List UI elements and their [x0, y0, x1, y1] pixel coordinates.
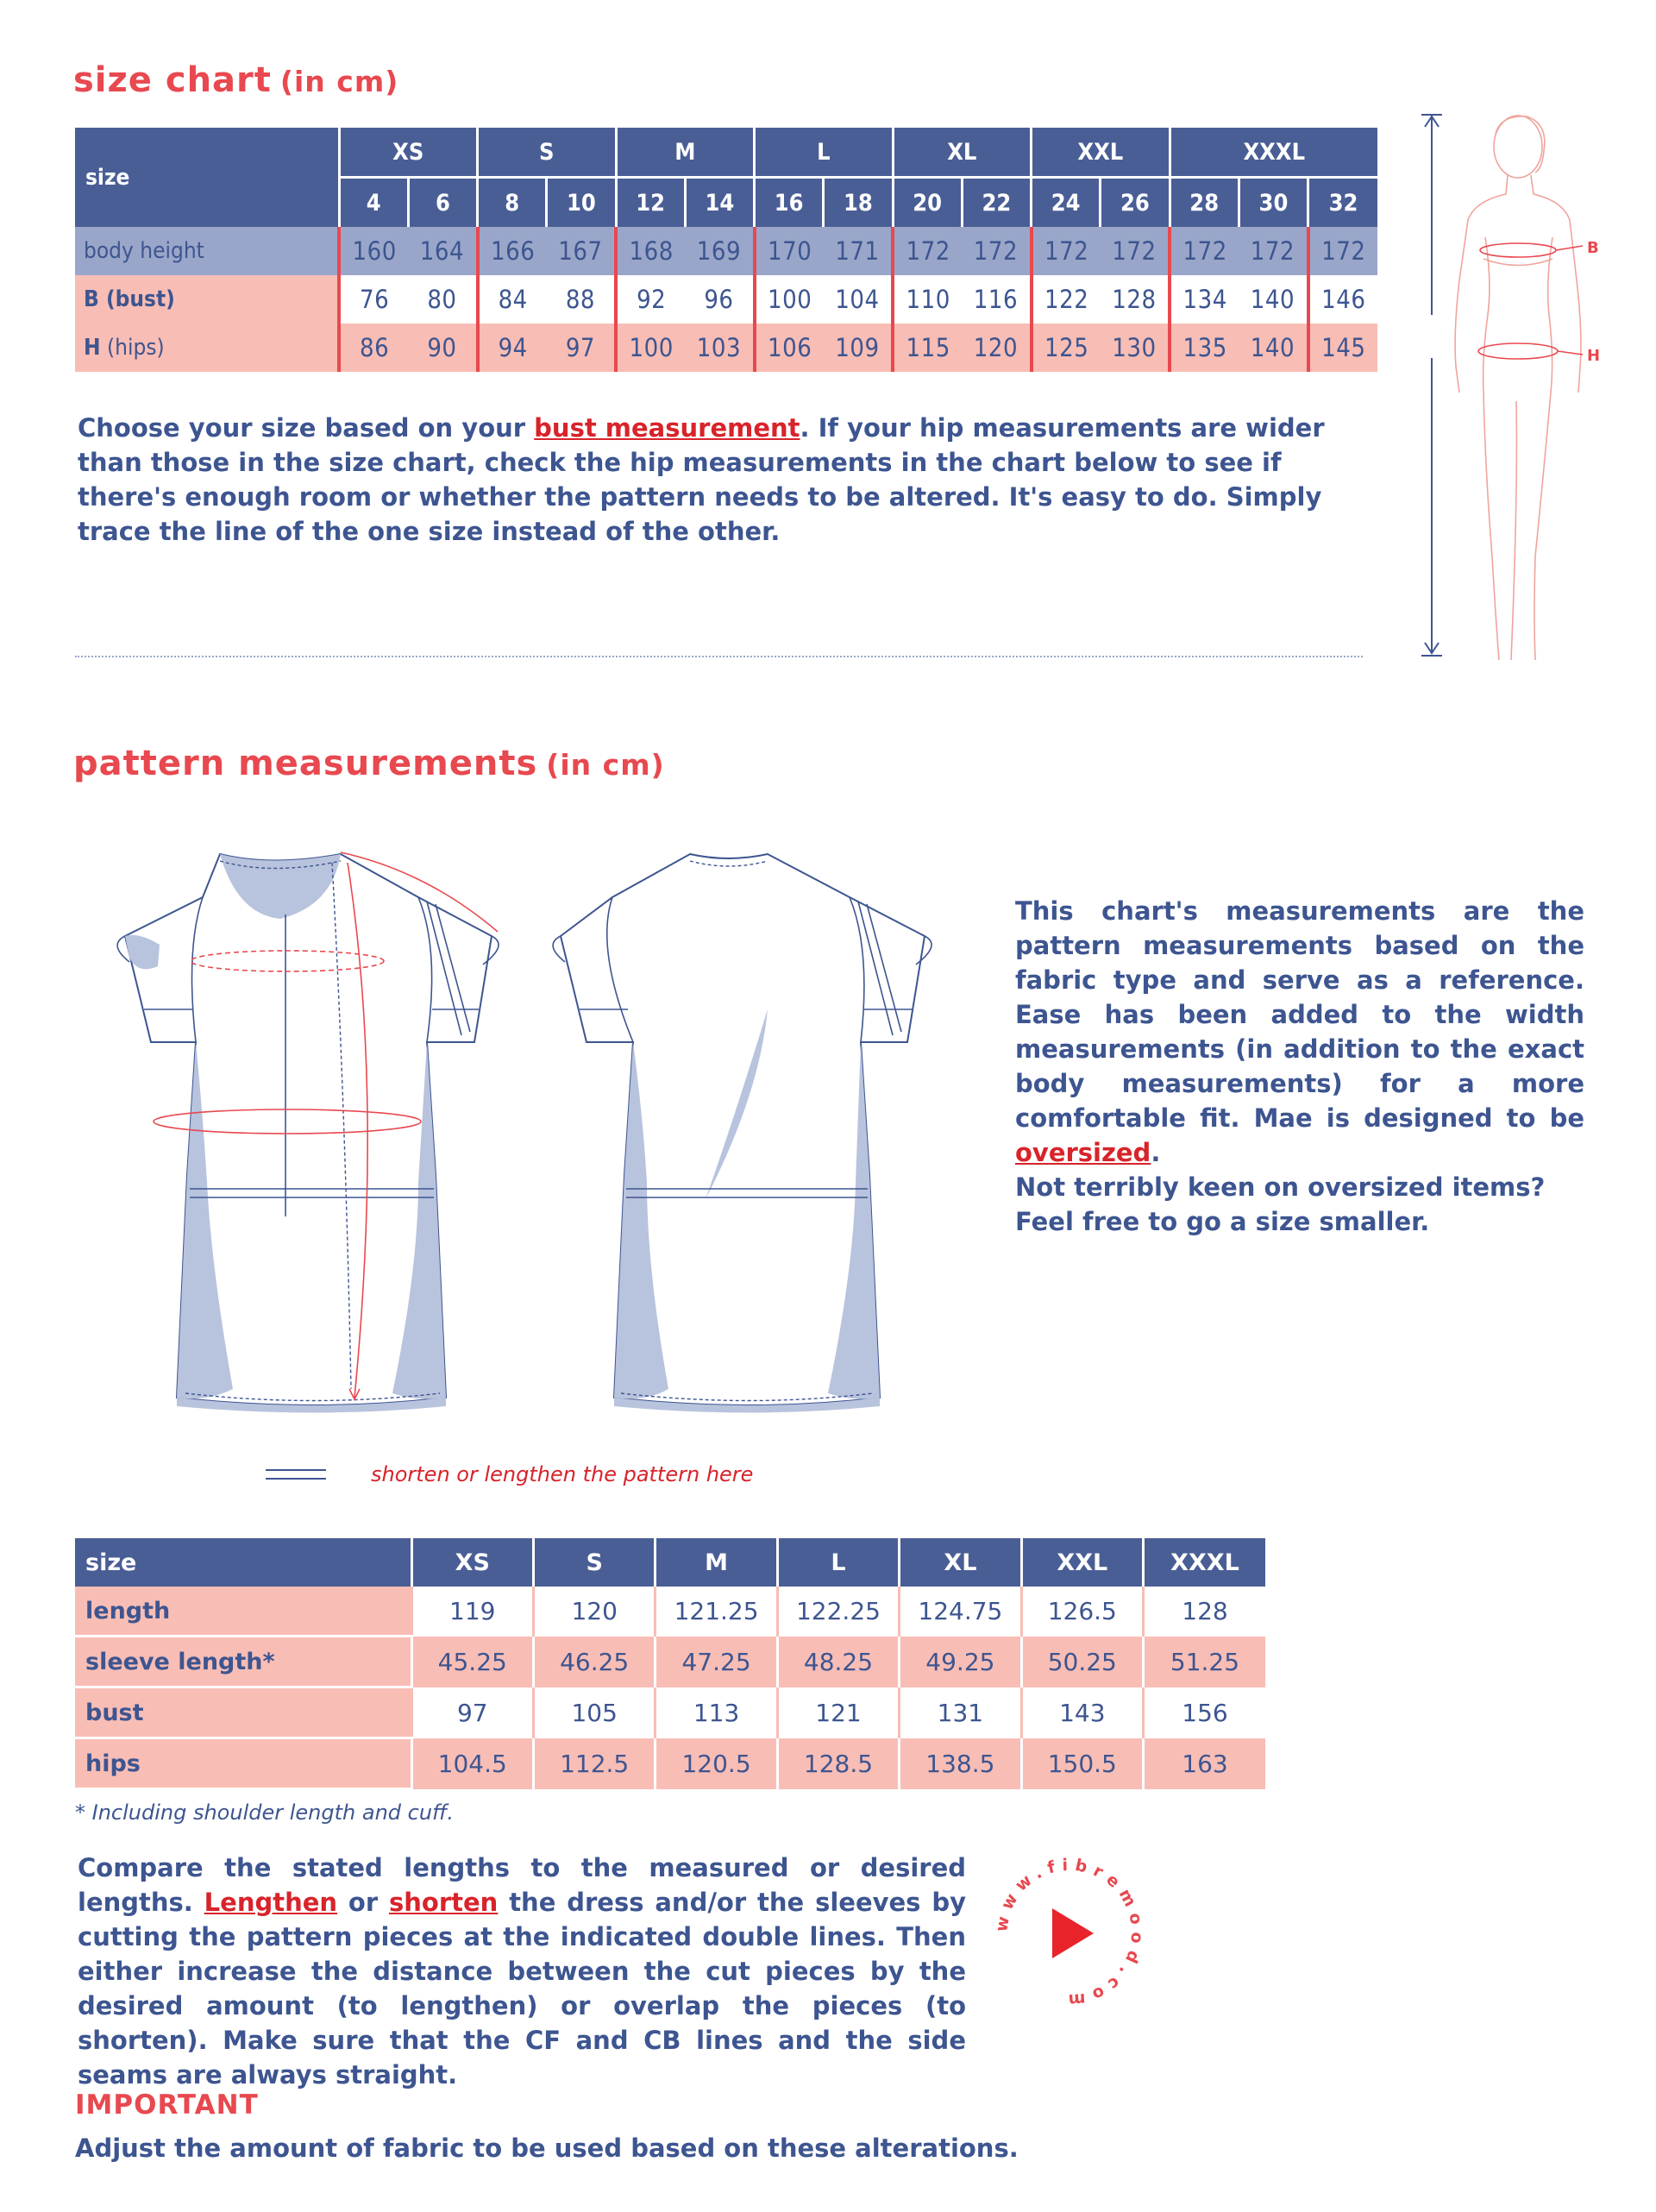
size-chart-cell: 171: [824, 227, 893, 275]
pattern-description-2: Not terribly keen on oversized items? Feel free to go a size smaller.: [1015, 1172, 1546, 1236]
pattern-table-cell: 131: [900, 1687, 1021, 1738]
pattern-table-cell: 46.25: [533, 1637, 655, 1687]
size-instructions: [78, 411, 1380, 549]
size-instructions-before: Choose your size based on your: [78, 413, 535, 443]
double-line-legend-text: shorten or lengthen the pattern here: [371, 1462, 754, 1486]
size-instructions-after: . If your hip measurements are wider than those in the size chart, check the hip measurements in the chart below to see if there's enough room or whether the pattern needs to be altered. It's easy to do. Simply trace the line of the one size instead of the other.: [78, 413, 1325, 546]
size-chart-cell: 122: [1032, 275, 1101, 324]
size-number-header: 14: [685, 178, 754, 228]
size-number-header: 28: [1170, 178, 1239, 228]
pattern-table-cell: 138.5: [900, 1738, 1021, 1789]
size-chart-cell: 90: [408, 324, 477, 372]
pattern-description-b: .: [1151, 1138, 1161, 1167]
pattern-table-cell: 105: [533, 1687, 655, 1738]
size-number-header: 22: [962, 178, 1031, 228]
size-chart-cell: 167: [547, 227, 616, 275]
size-chart-cell: 103: [685, 324, 754, 372]
sleeve-footnote: * Including shoulder length and cuff.: [75, 1800, 455, 1825]
size-group-header: XL: [893, 128, 1032, 178]
important-title: IMPORTANT: [75, 2089, 259, 2121]
compare-instructions: [78, 1851, 966, 2092]
pattern-table-cell: 45.25: [411, 1637, 533, 1687]
size-chart-cell: 115: [893, 324, 962, 372]
size-number-header: 4: [339, 178, 408, 228]
compare-or: or: [337, 1888, 390, 1917]
size-row-label-text: (hips): [100, 335, 165, 361]
size-row-label-text: (bust): [98, 286, 175, 312]
pattern-size-header: XS: [411, 1538, 533, 1587]
pattern-measurements-table: [75, 1538, 1265, 1790]
pattern-table-cell: 51.25: [1144, 1637, 1266, 1687]
pattern-table-cell: 113: [656, 1687, 777, 1738]
pattern-table-cell: 119: [411, 1587, 533, 1637]
pattern-row-label: length: [75, 1587, 411, 1637]
size-chart-cell: 146: [1308, 275, 1377, 324]
size-chart-cell: 109: [824, 324, 893, 372]
figure-label-h: H: [1587, 347, 1601, 365]
size-row-label-letter: B: [84, 286, 99, 312]
size-chart-cell: 100: [616, 324, 685, 372]
body-measure-lines: [1478, 243, 1583, 359]
compare-part1: Compare the stated lengths to the measured or desired lengths.: [78, 1853, 966, 1917]
size-chart-cell: 172: [1308, 227, 1377, 275]
size-chart-cell: 172: [1032, 227, 1101, 275]
pattern-title-text: pattern measurements: [73, 744, 538, 783]
size-row-label-text: body height: [84, 238, 204, 264]
size-chart-cell: 120: [962, 324, 1031, 372]
size-number-header: 20: [893, 178, 962, 228]
size-row-label: [75, 227, 339, 275]
size-chart-cell: 84: [478, 275, 547, 324]
bust-measurement-link[interactable]: bust measurement: [534, 413, 800, 443]
pattern-table-cell: 128: [1144, 1587, 1266, 1637]
size-chart-unit: (in cm): [279, 65, 399, 98]
size-chart-cell: 172: [1101, 227, 1170, 275]
compare-part2: the dress and/or the sleeves by cutting the pattern pieces at the indicated double lines. Then either increase the distance between the cut pieces by the desired amount (to lengthen) or overlap the pieces (to shorten). Make sure that the CF and CB lines and the side seams are always straight.: [78, 1888, 966, 2089]
pattern-table-cell: 112.5: [533, 1738, 655, 1789]
shorten-link[interactable]: shorten: [389, 1888, 499, 1917]
size-chart-cell: 169: [685, 227, 754, 275]
pattern-size-header-label: size: [75, 1538, 411, 1587]
size-chart-cell: 97: [547, 324, 616, 372]
pattern-table-cell: 50.25: [1021, 1637, 1143, 1687]
size-chart-cell: 88: [547, 275, 616, 324]
pattern-size-header: M: [656, 1538, 777, 1587]
size-group-header: XXXL: [1170, 128, 1377, 178]
pattern-table-cell: 128.5: [777, 1738, 899, 1789]
size-chart-cell: 164: [408, 227, 477, 275]
pattern-size-header: S: [533, 1538, 655, 1587]
size-chart-cell: 145: [1308, 324, 1377, 372]
size-number-header: 12: [616, 178, 685, 228]
size-chart-cell: 92: [616, 275, 685, 324]
pattern-table-cell: 121: [777, 1687, 899, 1738]
figure-label-b: B: [1587, 239, 1599, 257]
size-group-header: XS: [339, 128, 478, 178]
pattern-table-cell: 156: [1144, 1687, 1266, 1738]
size-chart-cell: 166: [478, 227, 547, 275]
pattern-table-row: [75, 1637, 1265, 1687]
pattern-description: [1015, 894, 1584, 1170]
size-chart-title-text: size chart: [73, 60, 272, 100]
body-figure-illustration: [1406, 108, 1613, 669]
pattern-table-cell: 126.5: [1021, 1587, 1143, 1637]
lengthen-link[interactable]: Lengthen: [204, 1888, 338, 1917]
pattern-table-cell: 120: [533, 1587, 655, 1637]
size-chart-cell: 172: [1239, 227, 1308, 275]
pattern-table-cell: 48.25: [777, 1637, 899, 1687]
size-number-header: 8: [478, 178, 547, 228]
pattern-table-cell: 122.25: [777, 1587, 899, 1637]
size-chart-cell: 140: [1239, 275, 1308, 324]
pattern-size-header: XXXL: [1144, 1538, 1266, 1587]
size-number-header: 18: [824, 178, 893, 228]
important-text: Adjust the amount of fabric to be used based on these alterations.: [75, 2133, 1019, 2163]
size-group-header: L: [755, 128, 894, 178]
size-chart-cell: 128: [1101, 275, 1170, 324]
pattern-size-header: XXL: [1021, 1538, 1143, 1587]
pattern-table-row: [75, 1687, 1265, 1738]
size-group-header: XXL: [1032, 128, 1170, 178]
body-outline: [1455, 116, 1581, 660]
size-chart-cell: 76: [339, 275, 408, 324]
size-chart-cell: 106: [755, 324, 824, 372]
size-chart-cell: 110: [893, 275, 962, 324]
pattern-table-row: [75, 1738, 1265, 1789]
size-chart-cell: 172: [962, 227, 1031, 275]
size-row-label: [75, 275, 339, 324]
pattern-table-cell: 121.25: [656, 1587, 777, 1637]
oversized-link[interactable]: oversized: [1015, 1138, 1151, 1167]
size-chart-cell: 172: [893, 227, 962, 275]
size-group-header: S: [478, 128, 617, 178]
double-line-legend-icon: [266, 1469, 326, 1480]
size-chart-table: [75, 128, 1377, 372]
section-divider: [75, 656, 1363, 657]
pattern-table-cell: 49.25: [900, 1637, 1021, 1687]
size-chart-cell: 140: [1239, 324, 1308, 372]
size-number-header: 6: [408, 178, 477, 228]
pattern-table-cell: 143: [1021, 1687, 1143, 1738]
size-chart-cell: 94: [478, 324, 547, 372]
size-chart-cell: 125: [1032, 324, 1101, 372]
size-chart-cell: 130: [1101, 324, 1170, 372]
pattern-size-header: L: [777, 1538, 899, 1587]
size-chart-cell: 168: [616, 227, 685, 275]
pattern-table-cell: 150.5: [1021, 1738, 1143, 1789]
size-chart-cell: 160: [339, 227, 408, 275]
pattern-table-cell: 163: [1144, 1738, 1266, 1789]
size-chart-cell: 116: [962, 275, 1031, 324]
size-chart-cell: 100: [755, 275, 824, 324]
size-chart-row: [75, 275, 1377, 324]
logo-text: www.fibremood.com: [992, 1855, 1147, 2010]
pattern-table-cell: 97: [411, 1687, 533, 1738]
size-chart-cell: 80: [408, 275, 477, 324]
size-chart-cell: 135: [1170, 324, 1239, 372]
size-chart-cell: 172: [1170, 227, 1239, 275]
pattern-table-row: [75, 1587, 1265, 1637]
size-group-header: M: [616, 128, 755, 178]
fibremood-logo[interactable]: [983, 1846, 1156, 2019]
size-chart-cell: 134: [1170, 275, 1239, 324]
size-row-label: [75, 324, 339, 372]
pattern-size-header: XL: [900, 1538, 1021, 1587]
size-chart-row: [75, 227, 1377, 275]
pattern-table-cell: 120.5: [656, 1738, 777, 1789]
size-chart-cell: 104: [824, 275, 893, 324]
size-number-header: 10: [547, 178, 616, 228]
pattern-table-cell: 124.75: [900, 1587, 1021, 1637]
size-number-header: 26: [1101, 178, 1170, 228]
dress-back-illustration: [518, 837, 983, 1432]
size-row-label-letter: H: [84, 335, 101, 361]
size-number-header: 30: [1239, 178, 1308, 228]
size-chart-cell: 170: [755, 227, 824, 275]
pattern-table-cell: 47.25: [656, 1637, 777, 1687]
size-chart-cell: 96: [685, 275, 754, 324]
size-chart-row: [75, 324, 1377, 372]
pattern-description-a: This chart's measurements are the pattern measurements based on the fabric type and serve as a reference. Ease has been added to the width measurements (in addition to the exact body measurements) for a more comfortable fit. Mae is designed to be: [1015, 896, 1584, 1133]
size-number-header: 24: [1032, 178, 1101, 228]
size-number-header: 16: [755, 178, 824, 228]
play-triangle-icon: [1052, 1908, 1094, 1958]
pattern-row-label: bust: [75, 1687, 411, 1738]
pattern-row-label: hips: [75, 1738, 411, 1789]
size-chart-cell: 86: [339, 324, 408, 372]
pattern-unit: (in cm): [546, 748, 665, 782]
dress-front-illustration: [56, 837, 522, 1432]
size-number-header: 32: [1308, 178, 1377, 228]
pattern-table-cell: 104.5: [411, 1738, 533, 1789]
height-arrow: [1421, 115, 1442, 656]
pattern-title: [73, 744, 665, 783]
pattern-row-label: sleeve length*: [75, 1637, 411, 1687]
size-header-label: size: [75, 128, 339, 227]
size-chart-title: [73, 60, 398, 100]
